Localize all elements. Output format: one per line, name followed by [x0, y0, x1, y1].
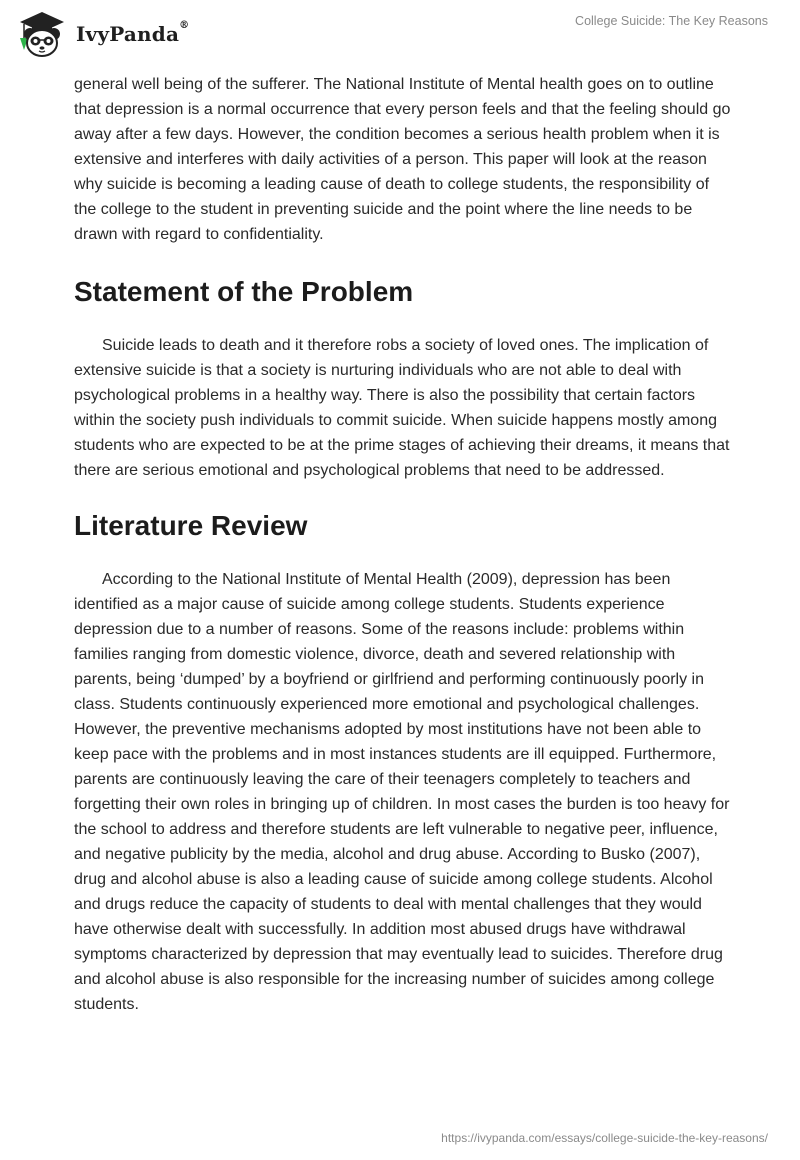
intro-paragraph: general well being of the sufferer. The National Institute of Mental health goes on to outline that depression is a normal occurrence that every person feels and that the feeling should go away after a few days. However, the condition becomes a serious health problem when it is extensive and interferes with daily activities of a person. This paper will look at the reason why suicide is becoming a leading cause of death to college students, the responsibility of the college to the student in preventing suicide and the point where the line needs to be drawn with regard to confidentiality.: [74, 76, 731, 243]
literature-paragraph: According to the National Institute of Mental Health (2009), depression has been identified as a major cause of suicide among college students. Students experience depression due to a number of reasons. Some of the reasons include: problems within families ranging from domestic violence, divorce, death and severed relationship with parents, being ‘dumped’ by a boyfriend or girlfriend and performing continuously poorly in class. Students continuously experienced more emotional and psychological challenges. However, the preventive mechanisms adopted by most institutions have not been able to keep pace with the problems and in most instances students are ill equipped. Furthermore, parents are continuously leaving the care of their teenagers completely to teachers and forgetting their own roles in bringing up of children. In most cases the burden is too heavy for the school to address and therefore students are left vulnerable to negative peer, influence, and negative publicity by the media, alcohol and drug abuse. According to Busko (2007), drug and alcohol abuse is also a leading cause of suicide among college students. Alcohol and drugs reduce the capacity of students to deal with mental challenges that they would have otherwise dealt with successfully. In addition most abused drugs have withdrawal symptoms characterized by depression that may eventually lead to suicides. Therefore drug and alcohol abuse is also responsible for the increasing number of suicides among college students.: [74, 571, 730, 1013]
ivypanda-logo[interactable]: [14, 8, 189, 60]
document-title: College Suicide: The Key Reasons: [575, 14, 768, 28]
source-url[interactable]: https://ivypanda.com/essays/college-suicide-the-key-reasons/: [441, 1131, 768, 1145]
section-heading-literature-review: Literature Review: [74, 510, 308, 541]
section-heading-problem: Statement of the Problem: [74, 276, 414, 307]
panda-graduation-cap-icon: [14, 8, 70, 60]
essay-content: [74, 72, 734, 1017]
logo-wordmark: IvyPanda®: [76, 20, 190, 46]
page-header: [0, 0, 800, 70]
problem-paragraph: Suicide leads to death and it therefore robs a society of loved ones. The implication of extensive suicide is that a society is nurturing individuals who are not able to deal with psychological problems in a healthy way. There is also the possibility that certain factors within the society push individuals to commit suicide. When suicide happens mostly among students who are expected to be at the prime stages of achieving their dreams, it means that there are serious emotional and psychological problems that need to be addressed.: [74, 337, 730, 479]
